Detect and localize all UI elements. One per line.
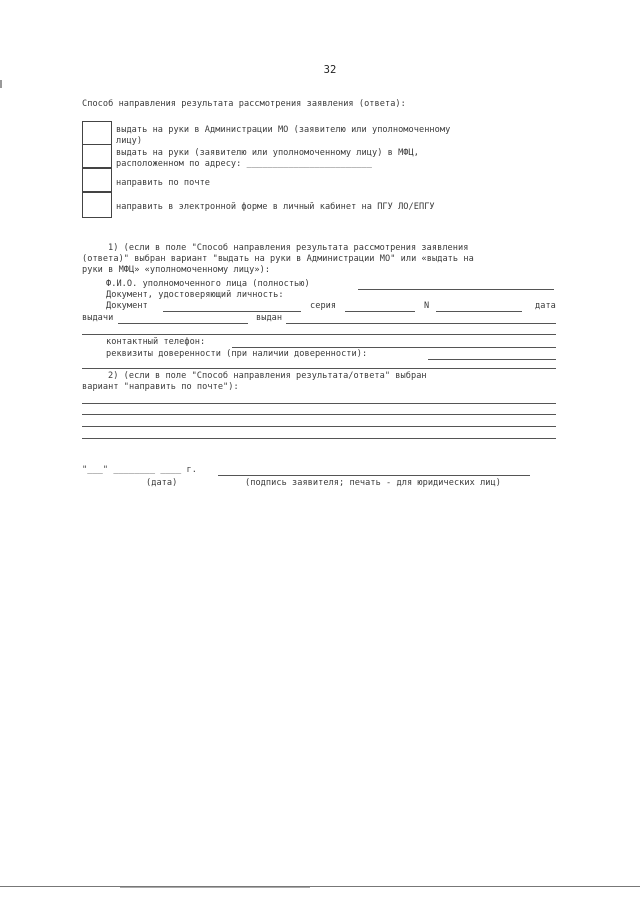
section1-line1: 1) (если в поле "Способ направления результата рассмотрения заявления — [108, 243, 469, 253]
section2-line2: вариант "направить по почте"): — [82, 382, 239, 392]
option-mfc-line2: расположенном по адресу: ________________________ — [116, 159, 372, 169]
date-caption: (дата) — [146, 478, 178, 488]
fio-label: Ф.И.О. уполномоченного лица (полностью) — [106, 279, 310, 289]
proxy-continuation-field[interactable] — [82, 368, 556, 369]
option-mfc-line1: выдать на руки (заявителю или уполномоченному лицу) в МФЦ, — [116, 148, 419, 158]
issue-date-field[interactable] — [118, 323, 248, 324]
checkbox-electronic[interactable] — [82, 192, 112, 218]
option-admin-line1: выдать на руки в Администрации МО (заявителю или уполномоченному — [116, 125, 451, 135]
series-label: серия — [310, 301, 337, 311]
page-number: 32 — [323, 64, 337, 76]
checkbox-mail[interactable] — [82, 168, 112, 192]
section1-line2: (ответа)" выбран вариант "выдать на руки в Администрации МО" или «выдать на — [82, 254, 474, 264]
phone-label: контактный телефон: — [106, 337, 206, 347]
document-type-field[interactable] — [163, 311, 301, 312]
number-field[interactable] — [436, 311, 522, 312]
section2-line1: 2) (если в поле "Способ направления результата/ответа" выбран — [108, 371, 427, 381]
number-label: N — [424, 301, 430, 311]
issued-by-continuation-field[interactable] — [82, 334, 556, 335]
checkbox-mfc[interactable] — [82, 144, 112, 168]
issue-date-label: выдачи — [82, 313, 114, 323]
issued-by-label: выдан — [256, 313, 283, 323]
checkbox-admin[interactable] — [82, 121, 112, 145]
postal-address-field-4[interactable] — [82, 438, 556, 439]
postal-address-field-1[interactable] — [82, 403, 556, 404]
proxy-label: реквизиты доверенности (при наличии доверенности): — [106, 349, 368, 359]
option-admin-line2: лицу) — [116, 136, 143, 146]
option-mail: направить по почте — [116, 178, 211, 188]
phone-field[interactable] — [232, 347, 556, 348]
postal-address-field-3[interactable] — [82, 426, 556, 427]
option-electronic: направить в электронной форме в личный кабинет на ПГУ ЛО/ЕПГУ — [116, 202, 435, 212]
postal-address-field-2[interactable] — [82, 414, 556, 415]
proxy-field[interactable] — [428, 359, 556, 360]
delivery-heading: Способ направления результата рассмотрения заявления (ответа): — [82, 99, 406, 109]
bottom-scan-rule — [0, 886, 640, 887]
signature-field[interactable] — [218, 475, 530, 476]
issued-by-field[interactable] — [286, 323, 556, 324]
document-heading: Документ, удостоверяющий личность: — [106, 290, 284, 300]
bottom-scan-rule-inner — [120, 887, 310, 888]
signature-caption: (подпись заявителя; печать - для юридических лиц) — [245, 478, 501, 488]
fio-field[interactable] — [358, 289, 554, 290]
scan-edge-mark — [0, 80, 2, 88]
series-field[interactable] — [345, 311, 415, 312]
signature-date-field[interactable]: "___" ________ ____ г. — [82, 465, 197, 475]
document-label: Документ — [106, 301, 148, 311]
section1-line3: руки в МФЦ» «уполномоченному лицу»): — [82, 265, 271, 275]
date-label: дата — [535, 301, 556, 311]
